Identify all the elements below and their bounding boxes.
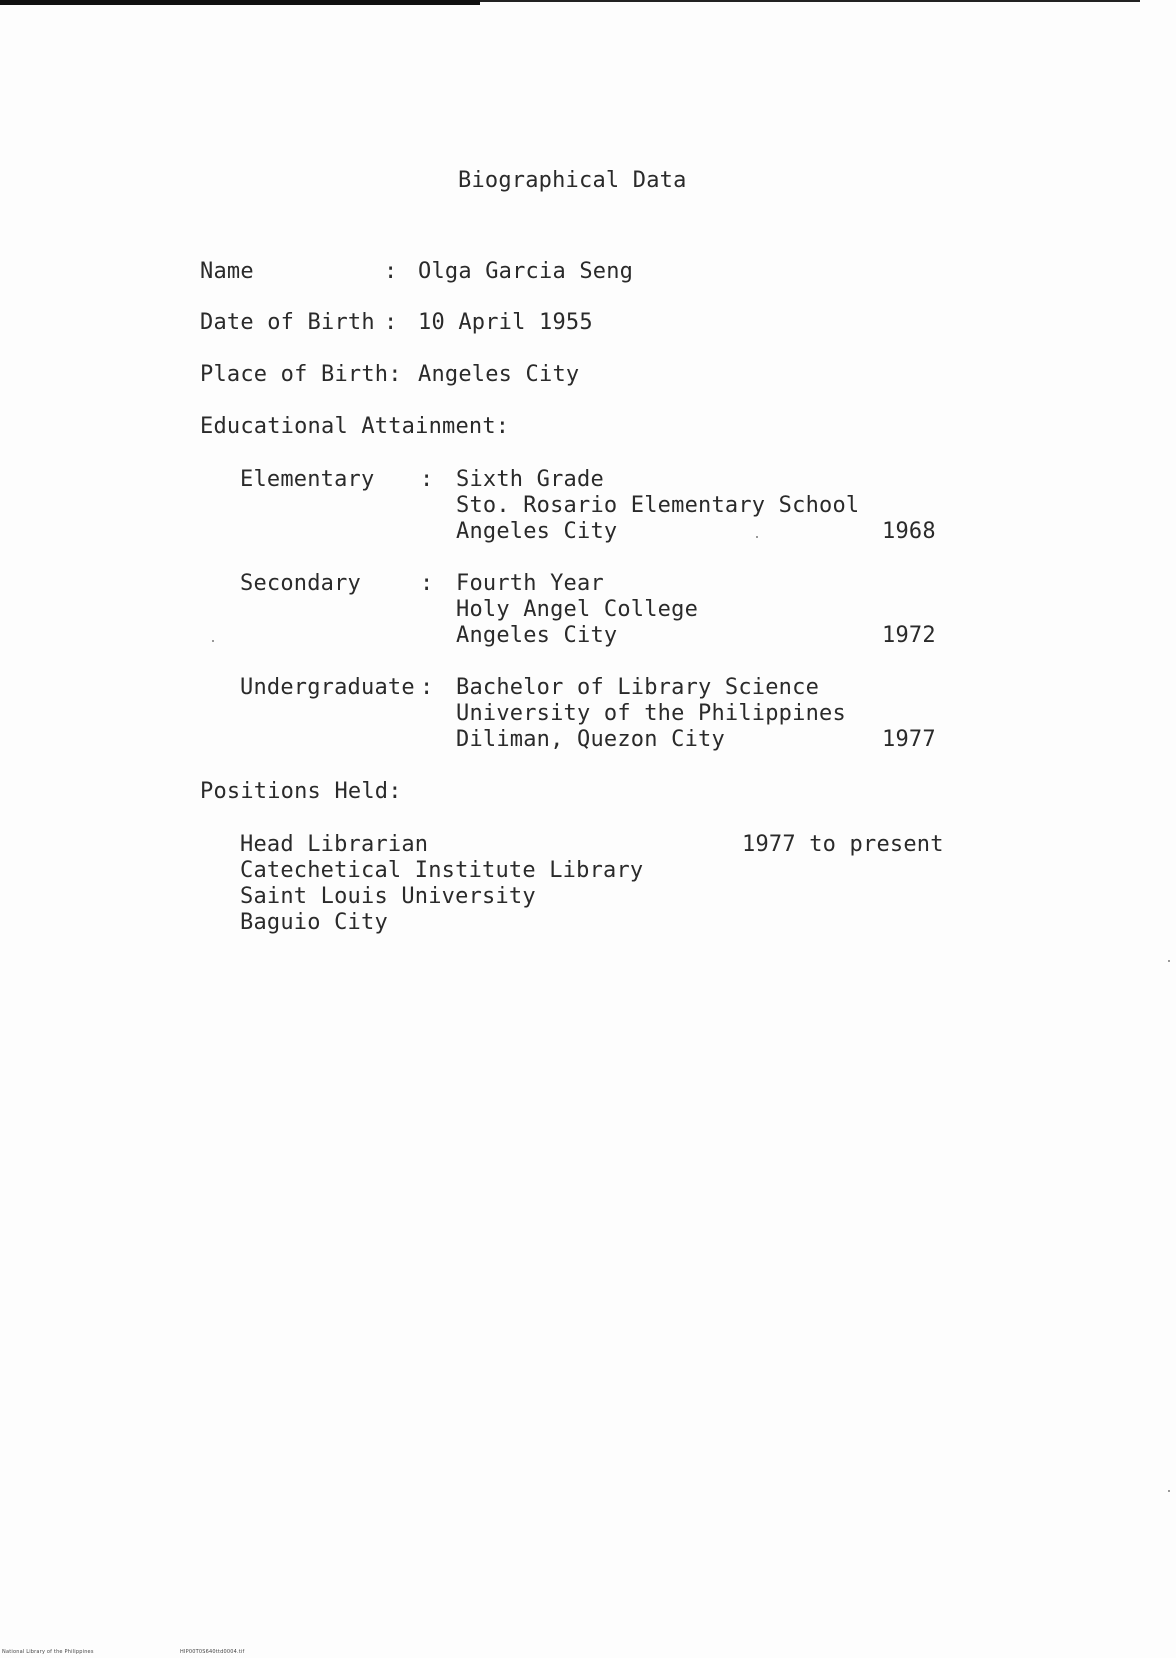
education-heading: Educational Attainment:	[200, 414, 510, 439]
elementary-colon: :	[420, 467, 434, 492]
undergraduate-line-3: Diliman, Quezon City	[456, 727, 725, 752]
dob-label: Date of Birth	[200, 310, 375, 335]
footer-source: National Library of the Philippines	[2, 1649, 94, 1655]
position-line-1: Head Librarian	[240, 832, 429, 857]
document-title: Biographical Data	[458, 168, 687, 193]
elementary-label: Elementary	[240, 467, 375, 492]
name-colon: :	[384, 259, 398, 284]
name-value: Olga Garcia Seng	[418, 259, 634, 284]
scan-edge-line	[480, 0, 1140, 2]
scan-speck	[756, 536, 758, 538]
position-line-2: Catechetical Institute Library	[240, 858, 644, 883]
elementary-line-1: Sixth Grade	[456, 467, 604, 492]
undergraduate-line-2: University of the Philippines	[456, 701, 846, 726]
position-line-4: Baguio City	[240, 910, 388, 935]
undergraduate-line-1: Bachelor of Library Science	[456, 675, 820, 700]
dob-colon: :	[384, 310, 398, 335]
undergraduate-colon: :	[420, 675, 434, 700]
positions-heading: Positions Held:	[200, 779, 402, 804]
secondary-line-2: Holy Angel College	[456, 597, 699, 622]
footer-file: HIP00T0S640ttd0004.tif	[180, 1649, 245, 1655]
elementary-year: 1968	[882, 519, 936, 544]
elementary-line-2: Sto. Rosario Elementary School	[456, 493, 860, 518]
scan-speck	[1168, 1490, 1170, 1492]
pob-label: Place of Birth:	[200, 362, 402, 387]
secondary-label: Secondary	[240, 571, 362, 596]
secondary-colon: :	[420, 571, 434, 596]
dob-value: 10 April 1955	[418, 310, 593, 335]
scan-edge-mark	[0, 0, 480, 5]
undergraduate-year: 1977	[882, 727, 936, 752]
secondary-line-3: Angeles City	[456, 623, 618, 648]
secondary-year: 1972	[882, 623, 936, 648]
position-years: 1977 to present	[742, 832, 944, 857]
undergraduate-label: Undergraduate	[240, 675, 415, 700]
pob-value: Angeles City	[418, 362, 580, 387]
position-line-3: Saint Louis University	[240, 884, 536, 909]
elementary-line-3: Angeles City	[456, 519, 618, 544]
name-label: Name	[200, 259, 254, 284]
scan-speck	[212, 640, 214, 642]
scan-speck	[1168, 960, 1170, 962]
secondary-line-1: Fourth Year	[456, 571, 604, 596]
